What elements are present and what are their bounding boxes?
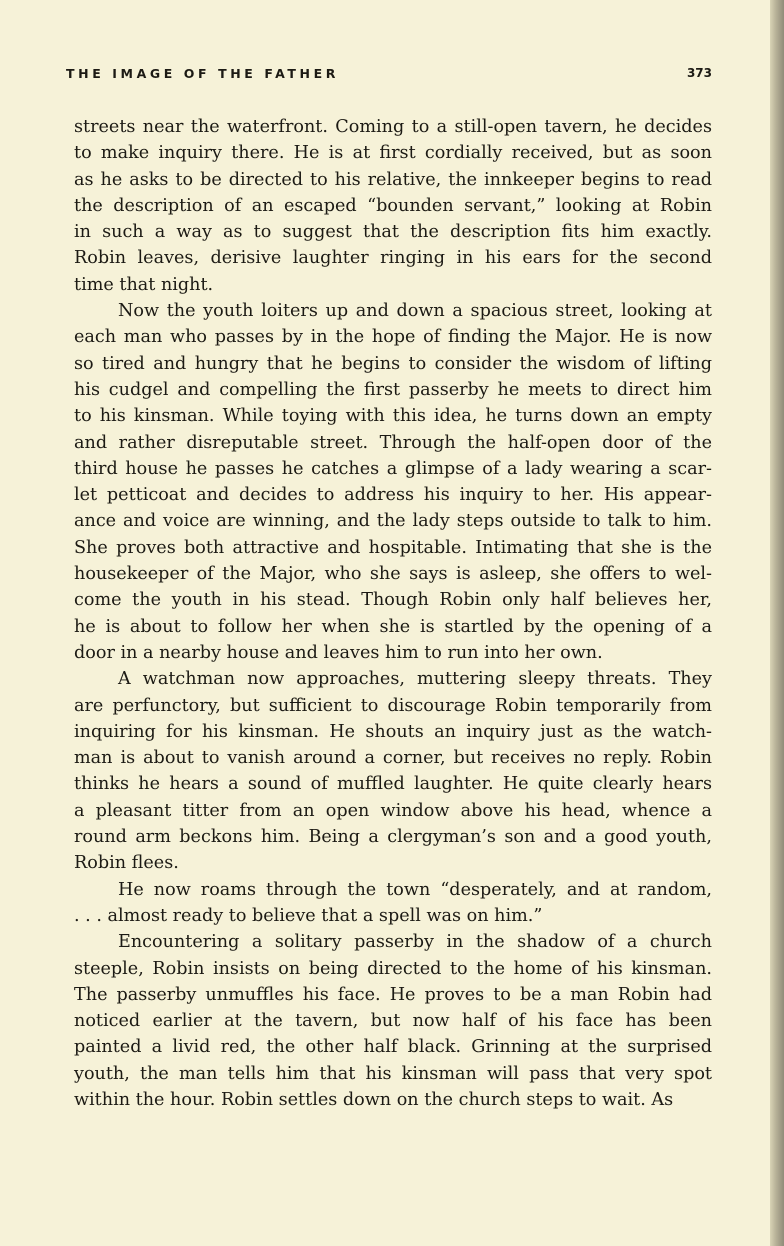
text-line: the description of an escaped “bounden servant,” looking at Robin [74,195,712,216]
text-line: He now roams through the town “desperately, and at random, [118,879,712,900]
text-line: steeple, Robin insists on being directed to the home of his kinsman. [74,958,712,979]
text-line: as he asks to be directed to his relative, the innkeeper begins to read [74,169,712,190]
text-line: third house he passes he catches a glimpse of a lady wearing a scar- [74,458,712,479]
text-line: so tired and hungry that he begins to consider the wisdom of lifting [74,353,712,374]
text-line: housekeeper of the Major, who she says is asleep, she offers to wel- [74,564,712,585]
text-line: in such a way as to suggest that the description fits him exactly. [74,222,712,243]
text-line: A watchman now approaches, muttering sleepy threats. They [118,669,712,690]
text-line: come the youth in his stead. Though Robin only half believes her, [74,590,712,611]
running-head [66,66,712,86]
text-line: to make inquiry there. He is at first cordially received, but as soon [74,143,712,164]
text-line: are perfunctory, but sufficient to discourage Robin temporarily from [74,695,712,716]
book-spine-edge [770,0,784,1246]
body-text [74,114,712,1113]
text-line: round arm beckons him. Being a clergyman’s son and a good youth, [74,827,712,848]
paragraph [74,877,712,930]
text-line: thinks he hears a sound of muffled laughter. He quite clearly hears [74,774,712,795]
text-line: . . . almost ready to believe that a spell was on him.” [74,905,543,926]
text-line: noticed earlier at the tavern, but now half of his face has been [74,1011,712,1032]
text-line: his cudgel and compelling the first passerby he meets to direct him [74,379,712,400]
text-line: door in a nearby house and leaves him to run into her own. [74,642,603,663]
text-line: a pleasant titter from an open window above his head, whence a [74,800,712,821]
text-line: man is about to vanish around a corner, but receives no reply. Robin [74,748,712,769]
text-line: inquiring for his kinsman. He shouts an inquiry just as the watch- [74,721,712,742]
paragraph [74,298,712,666]
text-line: The passerby unmuffles his face. He proves to be a man Robin had [74,984,712,1005]
text-line: and rather disreputable street. Through the half-open door of the [74,432,712,453]
text-line: Robin leaves, derisive laughter ringing in his ears for the second [74,248,712,269]
text-line: within the hour. Robin settles down on the church steps to wait. As [74,1089,674,1110]
text-line: he is about to follow her when she is startled by the opening of a [74,616,712,637]
text-line: Encountering a solitary passerby in the shadow of a church [118,932,712,953]
text-line: She proves both attractive and hospitable. Intimating that she is the [74,537,712,558]
text-line: painted a livid red, the other half black. Grinning at the surprised [74,1037,712,1058]
text-line: youth, the man tells him that his kinsman will pass that very spot [74,1063,712,1084]
text-line: Robin flees. [74,853,179,874]
paragraph [74,114,712,298]
paragraph [74,929,712,1113]
text-line: ance and voice are winning, and the lady steps outside to talk to him. [74,511,712,532]
paragraph [74,666,712,876]
text-line: time that night. [74,274,214,295]
running-title: THE IMAGE OF THE FATHER [66,66,339,81]
text-line: Now the youth loiters up and down a spacious street, looking at [118,301,712,322]
page-number: 373 [686,66,712,80]
text-line: let petticoat and decides to address his inquiry to her. His appear- [74,485,712,506]
text-line: to his kinsman. While toying with this idea, he turns down an empty [74,406,712,427]
text-line: streets near the waterfront. Coming to a still-open tavern, he decides [74,117,712,137]
text-line: each man who passes by in the hope of finding the Major. He is now [74,327,712,348]
